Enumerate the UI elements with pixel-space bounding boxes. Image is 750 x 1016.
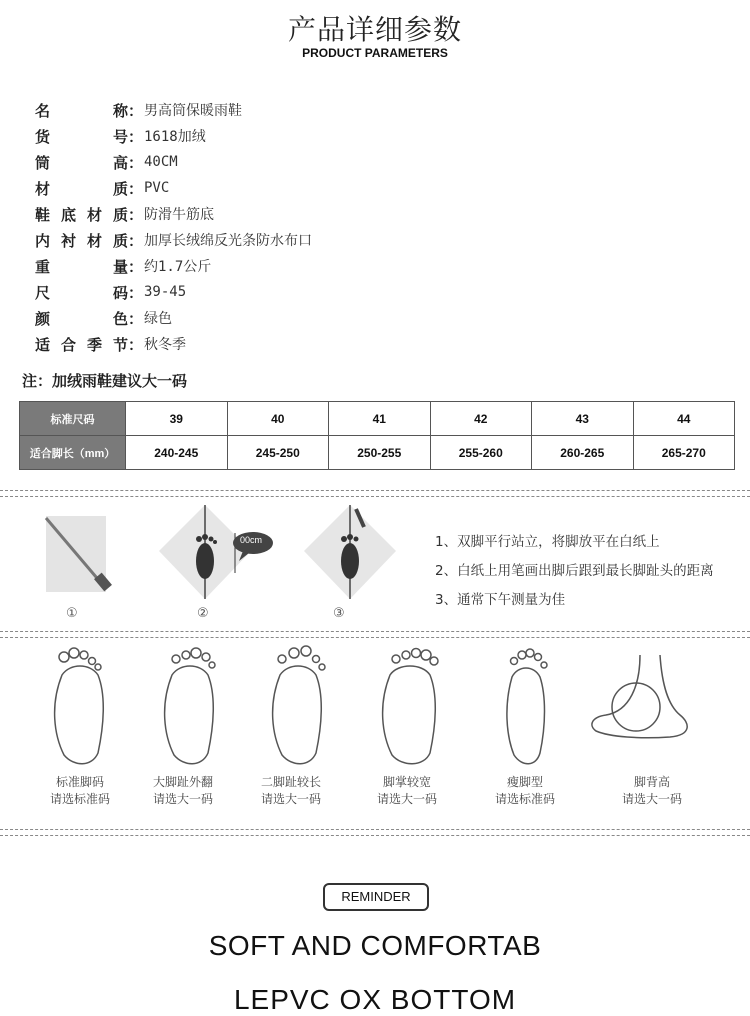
length-cell: 245-250 (227, 436, 329, 470)
spec-value: 40CM (144, 154, 178, 170)
size-table (19, 401, 735, 470)
footer-heading-line1: SOFT AND COMFORTAB (208, 930, 542, 961)
spec-value: 防滑牛筋底 (144, 207, 214, 223)
length-cell: 250-255 (329, 436, 431, 470)
spec-row (35, 175, 312, 201)
spec-label-text: 尺码 (35, 283, 128, 302)
foot-types-illustration (40, 645, 720, 770)
foot-type-label (128, 774, 238, 808)
divider (0, 835, 750, 836)
spec-colon: ： (128, 205, 144, 224)
foot-type-label (236, 774, 346, 808)
spec-colon: ： (128, 127, 144, 146)
foot-type-advice: 请选大一码 (376, 792, 437, 806)
foot-type-name: 脚背高 (633, 775, 670, 789)
measure-step: 3、通常下午测量为佳 (435, 592, 566, 608)
heel-toe-illustration (300, 503, 400, 603)
length-row-header: 适合脚长（mm） (20, 436, 126, 470)
spec-value: 秋冬季 (144, 337, 186, 353)
spec-list (35, 97, 312, 357)
spec-label (35, 126, 144, 147)
size-cell: 42 (430, 402, 532, 436)
footer-heading-line2: LEPVC OX BOTTOM (233, 984, 517, 1015)
spec-colon: ： (128, 257, 144, 276)
length-cell: 240-245 (126, 436, 228, 470)
spec-label (35, 334, 144, 355)
spec-label (35, 178, 144, 199)
foot-type-name: 二脚趾较长 (260, 775, 321, 789)
size-row (20, 402, 735, 436)
size-note: 注：加绒雨鞋建议大一码 (22, 372, 188, 390)
spec-colon: ： (128, 231, 144, 250)
spec-label (35, 204, 144, 225)
foot-type-advice: 请选标准码 (494, 792, 555, 806)
spec-row (35, 97, 312, 123)
spec-colon: ： (128, 309, 144, 328)
spec-colon: ： (128, 335, 144, 354)
length-cell: 260-265 (532, 436, 634, 470)
foot-type-advice: 请选标准码 (49, 792, 110, 806)
reminder-badge: REMINDER (323, 883, 429, 911)
length-cell: 265-270 (633, 436, 735, 470)
spec-label (35, 282, 144, 303)
spec-colon: ： (128, 283, 144, 302)
measure-badge: 00cm (240, 535, 263, 545)
foot-type-name: 瘦脚型 (506, 775, 543, 789)
spec-row (35, 253, 312, 279)
foot-type-label (352, 774, 462, 808)
spec-label-text: 鞋底材质 (35, 205, 128, 224)
foot-type-advice: 请选大一码 (260, 792, 321, 806)
step-number-2: ② (197, 606, 209, 621)
foot-type-name: 脚掌较宽 (382, 775, 431, 789)
spec-label-text: 重量 (35, 257, 128, 276)
spec-label-text: 筒高 (35, 153, 128, 172)
spec-label (35, 230, 144, 251)
pen-paper-illustration (40, 512, 120, 597)
spec-colon: ： (128, 179, 144, 198)
spec-row (35, 227, 312, 253)
page-title: 产品详细参数 (287, 13, 462, 46)
size-cell: 40 (227, 402, 329, 436)
spec-value: 约1.7公斤 (144, 259, 212, 275)
length-cell: 255-260 (430, 436, 532, 470)
spec-row (35, 331, 312, 357)
spec-colon: ： (128, 153, 144, 172)
divider (0, 637, 750, 638)
foot-type-name: 标准脚码 (55, 775, 104, 789)
step-number-1: ① (66, 606, 78, 621)
spec-row (35, 123, 312, 149)
size-cell: 41 (329, 402, 431, 436)
spec-row (35, 305, 312, 331)
measure-step: 2、白纸上用笔画出脚后跟到最长脚趾头的距离 (435, 563, 714, 579)
spec-label (35, 100, 144, 121)
size-cell: 43 (532, 402, 634, 436)
spec-row (35, 149, 312, 175)
spec-label-text: 名称 (35, 101, 128, 120)
spec-label (35, 256, 144, 277)
foot-type-label (25, 774, 135, 808)
spec-value: 1618加绒 (144, 129, 206, 145)
spec-value: 加厚长绒绵反光条防水布口 (144, 233, 312, 249)
spec-row (35, 201, 312, 227)
divider (0, 631, 750, 632)
foot-type-advice: 请选大一码 (152, 792, 213, 806)
spec-label-text: 货号 (35, 127, 128, 146)
measure-step: 1、双脚平行站立，将脚放平在白纸上 (435, 534, 660, 550)
spec-colon: ： (128, 101, 144, 120)
spec-label (35, 308, 144, 329)
measure-steps (435, 528, 714, 615)
spec-row (35, 279, 312, 305)
spec-label-text: 适合季节 (35, 335, 128, 354)
divider (0, 490, 750, 491)
size-cell: 39 (126, 402, 228, 436)
spec-value: 男高筒保暖雨鞋 (144, 103, 242, 119)
spec-label-text: 颜色 (35, 309, 128, 328)
spec-value: 39-45 (144, 284, 187, 300)
spec-label-text: 材质 (35, 179, 128, 198)
spec-value: 绿色 (144, 311, 172, 327)
foot-type-label (597, 774, 707, 808)
spec-value: PVC (144, 180, 170, 196)
length-row (20, 436, 735, 470)
size-cell: 44 (633, 402, 735, 436)
foot-type-name: 大脚趾外翻 (152, 775, 213, 789)
size-row-header: 标准尺码 (20, 402, 126, 436)
divider (0, 496, 750, 497)
divider (0, 829, 750, 830)
foot-measure-illustration (155, 503, 280, 603)
foot-type-label (470, 774, 580, 808)
foot-type-advice: 请选大一码 (621, 792, 682, 806)
step-number-3: ③ (333, 606, 345, 621)
page-subtitle: PRODUCT PARAMETERS (302, 46, 448, 60)
spec-label-text: 内衬材质 (35, 231, 128, 250)
spec-label (35, 152, 144, 173)
